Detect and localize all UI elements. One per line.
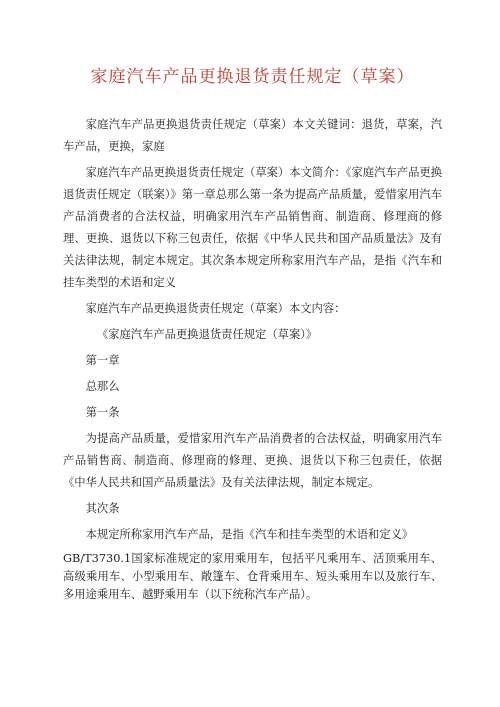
keywords-paragraph: 家庭汽车产品更换退货责任规定（草案）本文关键词：退货，草案，汽车产品，更换，家庭: [63, 118, 442, 153]
chapter-heading: 第一章: [85, 354, 120, 367]
article-2-standard-text: GB/T3730.1国家标准规定的家用乘用车，包括平凡乘用车、活顶乘用车、高级乘用车、小型乘用车、敞篷车、仓背乘用车、短头乘用车以及旅行车、多用途乘用车、越野乘用车（以下统称汽车产品）。: [63, 552, 442, 601]
chapter-subtitle: 总那么: [85, 380, 120, 393]
article-1-heading: 第一条: [85, 406, 120, 419]
document-title: 家庭汽车产品更换退货责任规定（草案）: [90, 67, 415, 87]
content-intro-paragraph: 家庭汽车产品更换退货责任规定（草案）本文内容：: [85, 302, 346, 315]
article-2-body: 本规定所称家用汽车产品，是指《汽车和挂车类型的术语和定义》: [85, 528, 414, 541]
article-2-heading: 其次条: [85, 502, 120, 515]
article-1-body: 为提高产品质量，爱惜家用汽车产品消费者的合法权益，明确家用汽车产品销售商、制造商、修理商的修理、更换、退货以下称三包责任，依据《中华人民共和国产品质量法》及有关法律法规，制定本规定。: [63, 432, 442, 489]
summary-paragraph: 家庭汽车产品更换退货责任规定（草案）本文简介：《家庭汽车产品更换退货责任规定（联案）》第一章总那么第一条为提高产品质量，爱惜家用汽车产品消费者的合法权益，明确家用汽车产品销售商、制造商、修理商的修理、更换、退货以下称三包责任，依据《中华人民共和国产品质量法》及有关法律法规，制定本规定。其次条本规定所称家用汽车产品，是指《汽车和挂车类型的术语和定义: [63, 166, 442, 289]
regulation-title-line: 《家庭汽车产品更换退货责任规定（草案）》: [96, 328, 318, 341]
